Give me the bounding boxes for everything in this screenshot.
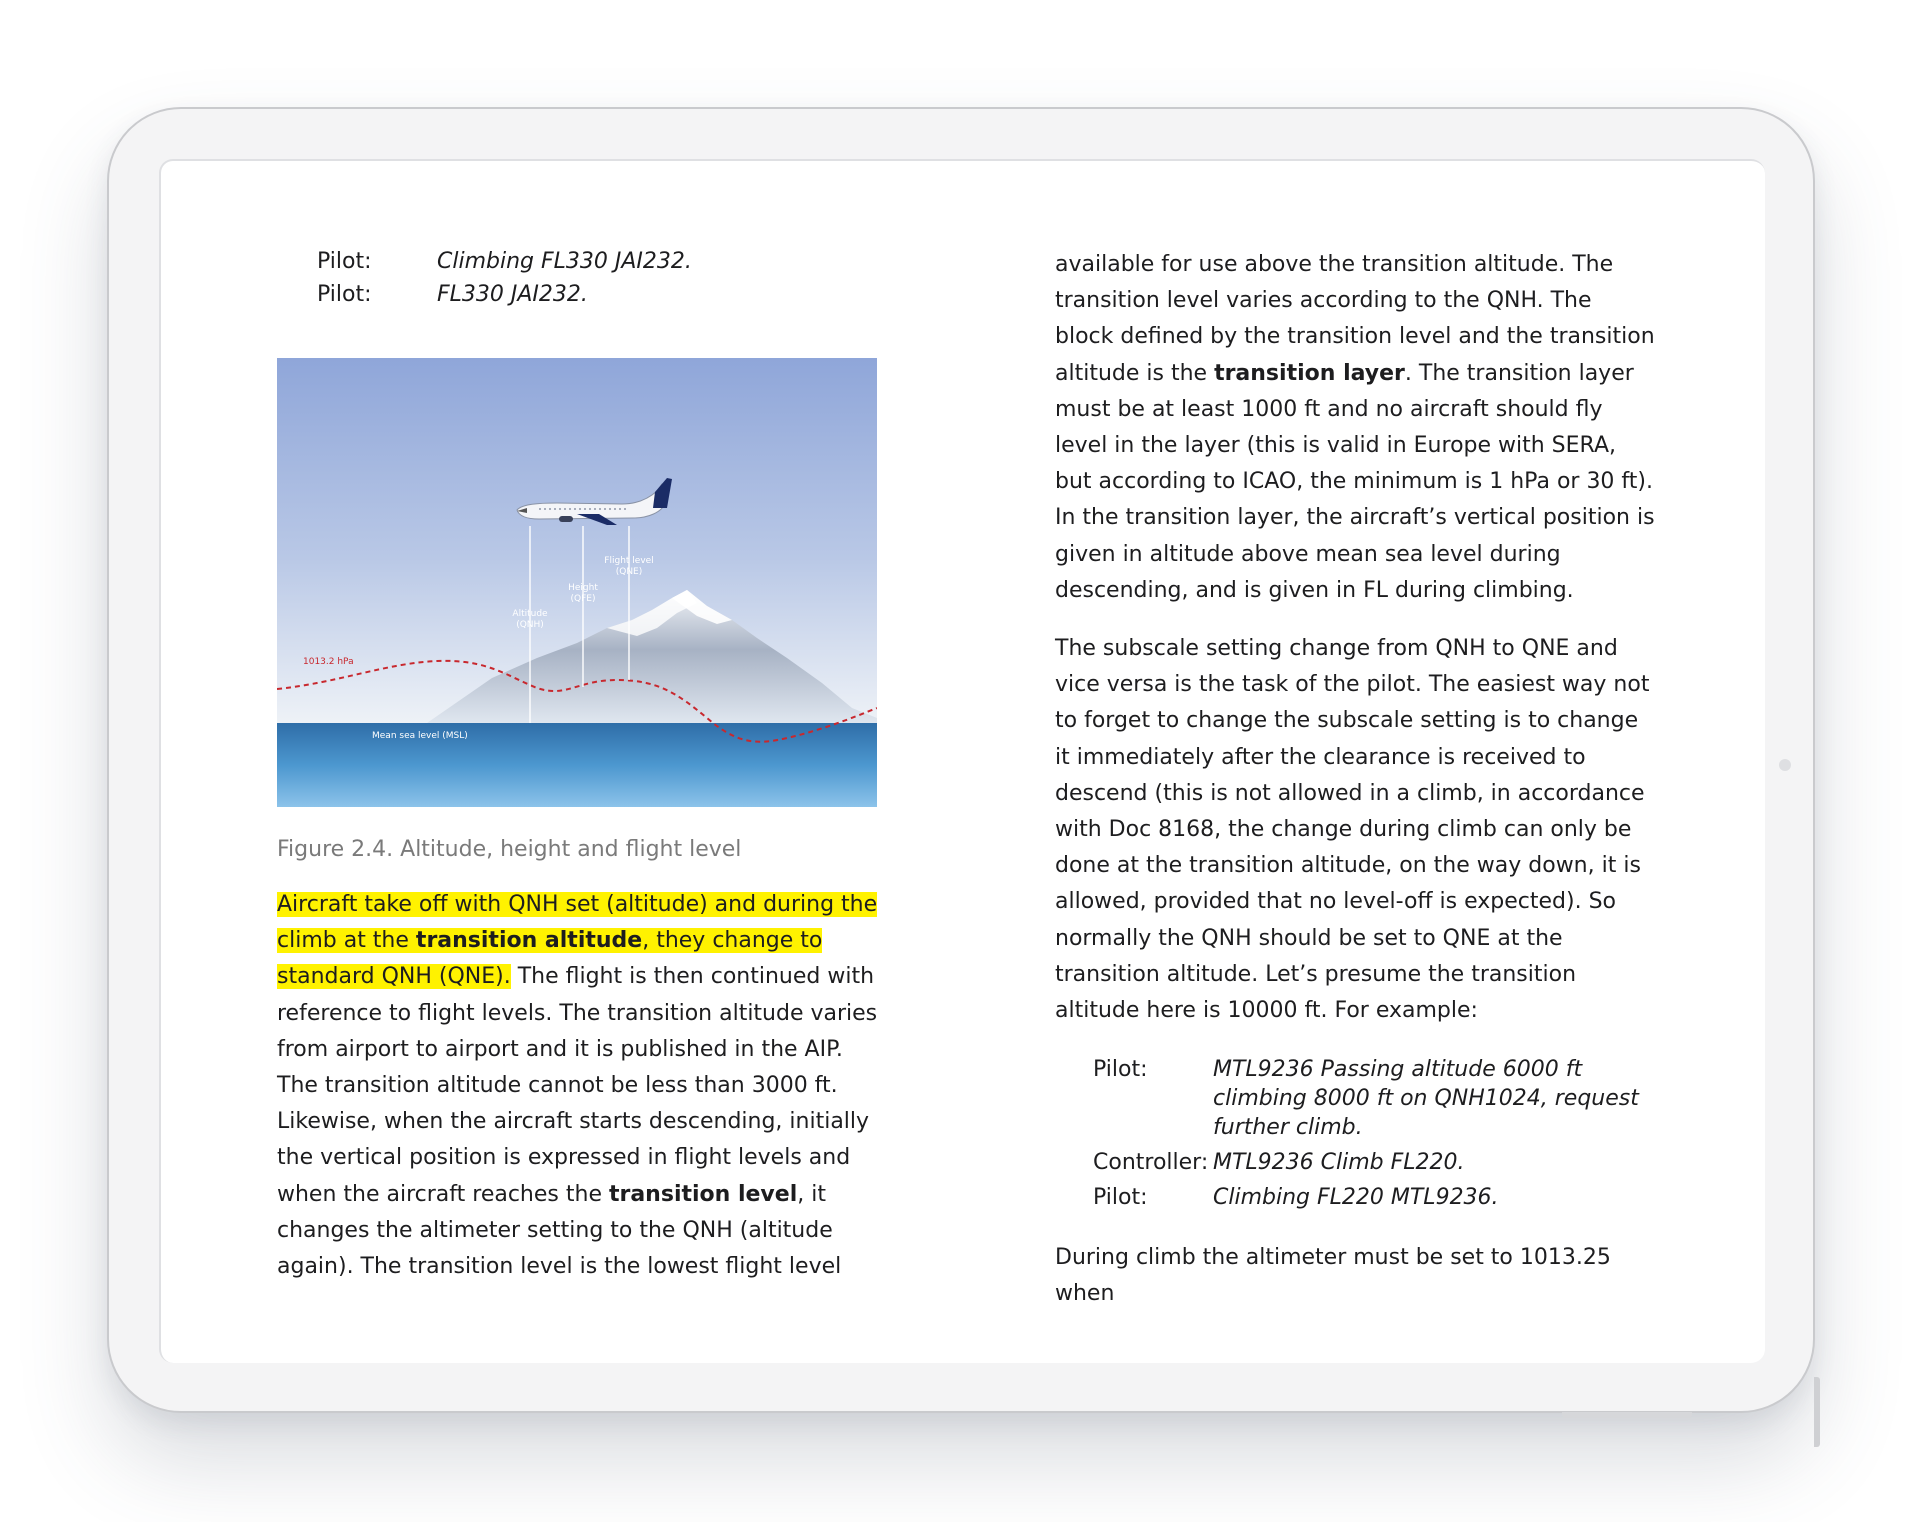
paragraph-text: , it changes the altimeter setting to the QNH (altitude again). The transition level is the lowest flight level <box>277 1181 842 1280</box>
body-paragraph[interactable]: The subscale setting change from QNH to QNE and vice versa is the task of the pilot. The easiest way not to forget to change the subscale setting is to change it immediately after the clearance is received to descend (this is not allowed in a climb, in accordance with Doc 8168, the change during climb can only be done at the transition altitude, on the way down, it is allowed, provided that no level-off is expected). So normally the QNH should be set to QNE at the transition altitude. Let’s presume the transition altitude here is 10000 ft. For example: <box>1055 636 1650 1024</box>
flight-level-label: Flight level <box>604 556 654 566</box>
paragraph-text: . The transition layer must be at least 1000 ft and no aircraft should fly level in the layer (this is valid in Europe with SERA, but according to ICAO, the minimum is 1 hPa or 30 ft). In the transition layer, the aircraft’s vertical position is given in altitude above mean sea level during descending, and is given in FL during climbing. <box>1055 360 1655 603</box>
figure-caption: Figure 2.4. Altitude, height and flight level <box>277 837 742 862</box>
highlighted-text[interactable]: , they change to standard QNH (QNE). <box>277 928 823 990</box>
altitude-diagram <box>277 358 877 807</box>
term-transition-level: transition level <box>608 1181 798 1207</box>
body-paragraph[interactable] <box>277 887 881 1285</box>
radio-dialog-top <box>317 249 881 308</box>
dialog-line: MTL9236 Climb FL220. <box>1213 1150 1465 1176</box>
tablet-frame <box>107 107 1815 1413</box>
msl-label: Mean sea level (MSL) <box>372 731 468 741</box>
body-paragraph[interactable]: During climb the altimeter must be set to 1013.25 when <box>1055 1245 1611 1307</box>
dialog-line: FL330 JAI232. <box>437 282 588 307</box>
volume-button <box>1814 1377 1820 1447</box>
dialog-speaker: Pilot: <box>1093 1057 1148 1083</box>
dialog-speaker: Pilot: <box>1093 1185 1148 1211</box>
dialog-line: Climbing FL330 JAI232. <box>437 249 692 274</box>
camera-icon <box>1779 759 1791 771</box>
right-column <box>1055 249 1655 1313</box>
dialog-speaker: Pilot: <box>317 282 372 307</box>
flight-level-sublabel: (QNE) <box>615 567 643 577</box>
altitude-label: Altitude <box>512 609 548 619</box>
height-label: Height <box>568 583 598 593</box>
left-column <box>277 249 881 1285</box>
pressure-label: 1013.2 hPa <box>303 657 354 667</box>
dialog-line: MTL9236 Passing altitude 6000 ft climbing 8000 ft on QNH1024, request further climb. <box>1213 1057 1639 1141</box>
term-transition-layer: transition layer <box>1214 360 1405 386</box>
highlighted-text[interactable]: Aircraft take off with QNH set (altitude) and during the climb at the <box>277 892 878 954</box>
height-sublabel: (QFE) <box>570 594 596 604</box>
dialog-speaker: Controller: <box>1093 1150 1209 1176</box>
dialog-speaker: Pilot: <box>317 249 372 274</box>
radio-dialog-example <box>1093 1055 1655 1212</box>
sea <box>277 723 877 807</box>
highlighted-text-bold[interactable] <box>416 928 642 953</box>
term-transition-altitude: transition altitude <box>415 928 643 954</box>
body-paragraph[interactable] <box>1055 247 1655 609</box>
power-button <box>1562 1412 1692 1418</box>
paragraph-text: available for use above the transition altitude. The transition level varies according to the QNH. The block defined by the transition level and the transition altitude is the <box>1055 252 1655 386</box>
altitude-sublabel: (QNH) <box>516 620 544 630</box>
altitude-figure[interactable] <box>277 358 877 807</box>
dialog-line: Climbing FL220 MTL9236. <box>1213 1185 1499 1211</box>
paragraph-text: The flight is then continued with reference to flight levels. The transition altitude varies from airport to airport and it is published in the AIP. The transition altitude cannot be less than 3000 ft. Likewise, when the aircraft starts descending, initially the vertical position is expressed in flight levels and when the aircraft reaches the <box>277 964 878 1207</box>
ebook-page <box>159 159 1765 1363</box>
